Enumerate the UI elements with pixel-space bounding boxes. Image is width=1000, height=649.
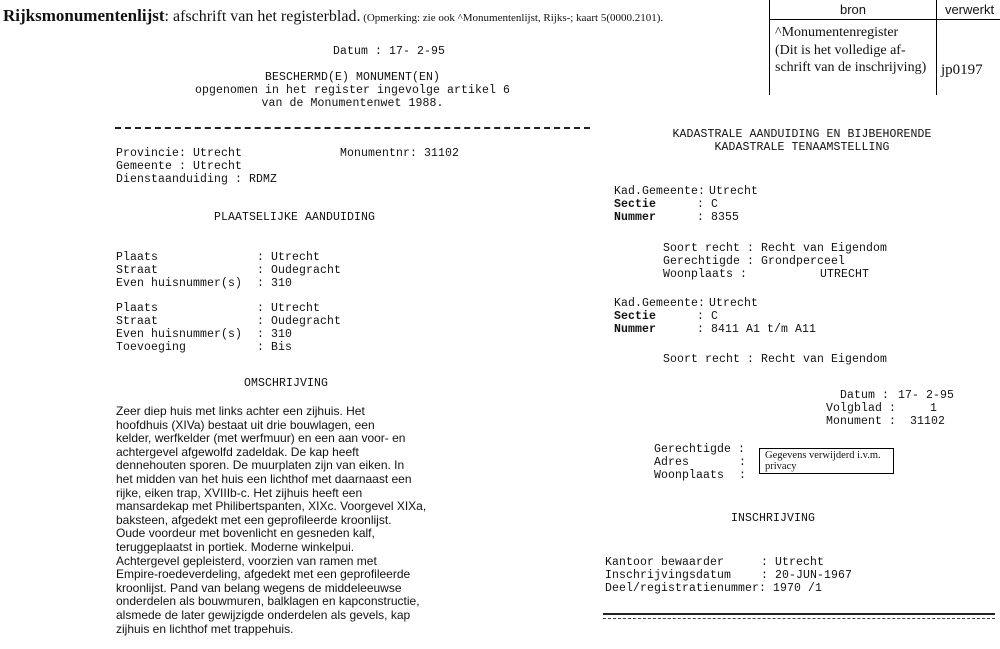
inschrijving-label: Deel/registratienummer: (605, 582, 767, 595)
adres-label: Adres (654, 456, 690, 469)
address-label: Toevoeging (116, 341, 187, 354)
plaatselijke-aanduiding-heading: PLAATSELIJKE AANDUIDING (214, 211, 376, 224)
kad-value: : 8355 (697, 211, 740, 224)
address-label: Even huisnummer(s) (116, 328, 243, 341)
meta-value: 17- 2-95 (898, 389, 955, 402)
left-heading-1: BESCHERMD(E) MONUMENT(EN) (264, 71, 441, 84)
left-heading-3: van de Monumentenwet 1988. (261, 97, 444, 110)
recht-value: Recht van Eigendom (761, 242, 888, 255)
description-line: dennehouten sporen. De muurplaten zijn van eiken. In (116, 458, 405, 473)
gemeente: Gemeente : Utrecht (116, 160, 243, 173)
dashed-divider (115, 127, 590, 129)
recht-label: Woonplaats : (663, 268, 748, 281)
col-verwerkt: verwerkt (944, 2, 995, 17)
title-rest: : afschrift van het registerblad. (164, 8, 361, 25)
inschrijving-value: : Utrecht (761, 556, 825, 569)
left-heading-2: opgenomen in het register ingevolge artikel 6 (194, 84, 511, 97)
description-line: kroonlijst. Pand van belang wegens de middeleeuwse (116, 580, 402, 595)
dienstaanduiding: Dienstaanduiding : RDMZ (116, 173, 278, 186)
recht-label: Gerechtigde : (663, 255, 755, 268)
adres-colon: : (739, 456, 747, 469)
address-label: Even huisnummer(s) (116, 277, 243, 290)
column-divider (936, 0, 937, 95)
description-line: zijhuis en lichthof met trappehuis. (116, 621, 294, 636)
kad-value: : C (697, 310, 719, 323)
kad-value: Utrecht (709, 185, 759, 198)
bottom-rule-dashed (603, 618, 995, 619)
woonplaats-colon: : (739, 469, 747, 482)
inschrijving-value: 1970 /1 (773, 582, 823, 595)
kadastrale-heading-2: KADASTRALE TENAAMSTELLING (714, 141, 890, 154)
description-line: Achtergevel gepleisterd, voorzien van ramen met (116, 553, 377, 568)
description-line: Zeer diep huis met links achter een zijhuis. Het (116, 404, 365, 418)
gerechtigde-label: Gerechtigde : (654, 443, 746, 456)
provincie: Provincie: Utrecht (116, 147, 243, 160)
inschrijving-label: Kantoor bewaarder (605, 556, 725, 569)
address-value: : Bis (257, 341, 293, 354)
address-value: : Utrecht (257, 251, 321, 264)
source-table-header (770, 0, 1000, 20)
recht-value: Grondperceel (761, 255, 846, 268)
description-line: achtergevel afgewolfd zadeldak. De kap heeft (116, 444, 359, 459)
kad-label: Nummer (614, 323, 657, 336)
description-line: Empire-roedeverdeling, afgedekt met een geprofileerde (116, 567, 411, 582)
kad-label: Kad.Gemeente: (614, 297, 706, 310)
address-value: : Oudegracht (257, 315, 342, 328)
kad-value: Utrecht (709, 297, 759, 310)
kad-label: Kad.Gemeente: (614, 185, 706, 198)
meta-label: Volgblad : (826, 402, 897, 415)
kad-value: : C (697, 198, 719, 211)
inschrijving-value: : 20-JUN-1967 (761, 569, 853, 582)
bron-line: ^Monumentenregister (775, 25, 899, 40)
verwerkt-cell: jp0197 (941, 62, 983, 78)
left-datum: Datum : 17- 2-95 (333, 45, 446, 58)
description-line: rijke, eiken trap, XVIIIb-c. Het zijhuis heeft een (116, 485, 363, 500)
privacy-notice: Gegevens verwijderd i.v.m. privacy (759, 448, 894, 474)
document-title (3, 6, 663, 26)
recht-value: UTRECHT (820, 268, 870, 281)
description-line: hoofdhuis (XIVa) bestaat uit drie bouwlagen, een (116, 417, 375, 432)
meta-value: 31102 (910, 415, 946, 428)
kadastrale-heading-1: KADASTRALE AANDUIDING EN BIJBEHORENDE (672, 128, 932, 141)
description-block (116, 405, 586, 636)
col-bron: bron (839, 2, 867, 17)
inschrijving-heading: INSCHRIJVING (731, 512, 816, 525)
inschrijving-label: Inschrijvingsdatum (605, 569, 732, 582)
address-value: : 310 (257, 277, 293, 290)
description-line: het midden van het huis een lichthof met daarnaast een (116, 471, 412, 486)
address-value: : 310 (257, 328, 293, 341)
bron-cell (775, 24, 935, 77)
address-value: : Utrecht (257, 302, 321, 315)
title-bold: Rijksmonumentenlijst (3, 6, 165, 25)
meta-label: Monument : (826, 415, 897, 428)
bron-line: (Dit is het volledige af- (775, 42, 906, 58)
address-label: Straat (116, 264, 159, 277)
recht-label: Soort recht : (663, 242, 755, 255)
meta-label: Datum : (840, 389, 890, 402)
bottom-rule (603, 613, 995, 615)
address-label: Straat (116, 315, 159, 328)
description-line: baksteen, afgedekt met een geprofileerde kroonlijst. (116, 512, 392, 527)
address-label: Plaats (116, 302, 159, 315)
meta-value: 1 (930, 402, 938, 415)
description-line: onderdelen als bouwmuren, balklagen en kapconstructie, (116, 594, 420, 609)
description-line: teruggeplaatst in portiek. Moderne winkelpui. (116, 539, 355, 554)
bron-line: schrift van de inschrijving) (775, 60, 927, 75)
monumentnr: Monumentnr: 31102 (340, 147, 460, 160)
title-remark: (Opmerking: zie ook ^Monumentenlijst, Rijks-; kaart 5(0000.2101). (363, 12, 664, 24)
description-line: Oude voordeur met bovenlicht en gesneden kalf, (116, 526, 375, 541)
kad-label: Sectie (614, 198, 657, 211)
soort-recht-2: Soort recht : Recht van Eigendom (663, 353, 888, 366)
kad-label: Nummer (614, 211, 657, 224)
woonplaats-label: Woonplaats (654, 469, 725, 482)
kad-value: : 8411 A1 t/m A11 (697, 323, 817, 336)
description-line: mansardekap met Philibertspanten, XIXc. Voorgevel XIXa, (116, 499, 427, 514)
address-label: Plaats (116, 251, 159, 264)
kad-label: Sectie (614, 310, 657, 323)
description-line: kelder, werfkelder (met werfmuur) en een aan voor- en (116, 431, 406, 446)
omschrijving-heading: OMSCHRIJVING (244, 377, 329, 390)
description-line: alsmede de later gewijzigde onderdelen als gevels, kap (116, 607, 411, 622)
source-table (769, 0, 1000, 95)
address-value: : Oudegracht (257, 264, 342, 277)
